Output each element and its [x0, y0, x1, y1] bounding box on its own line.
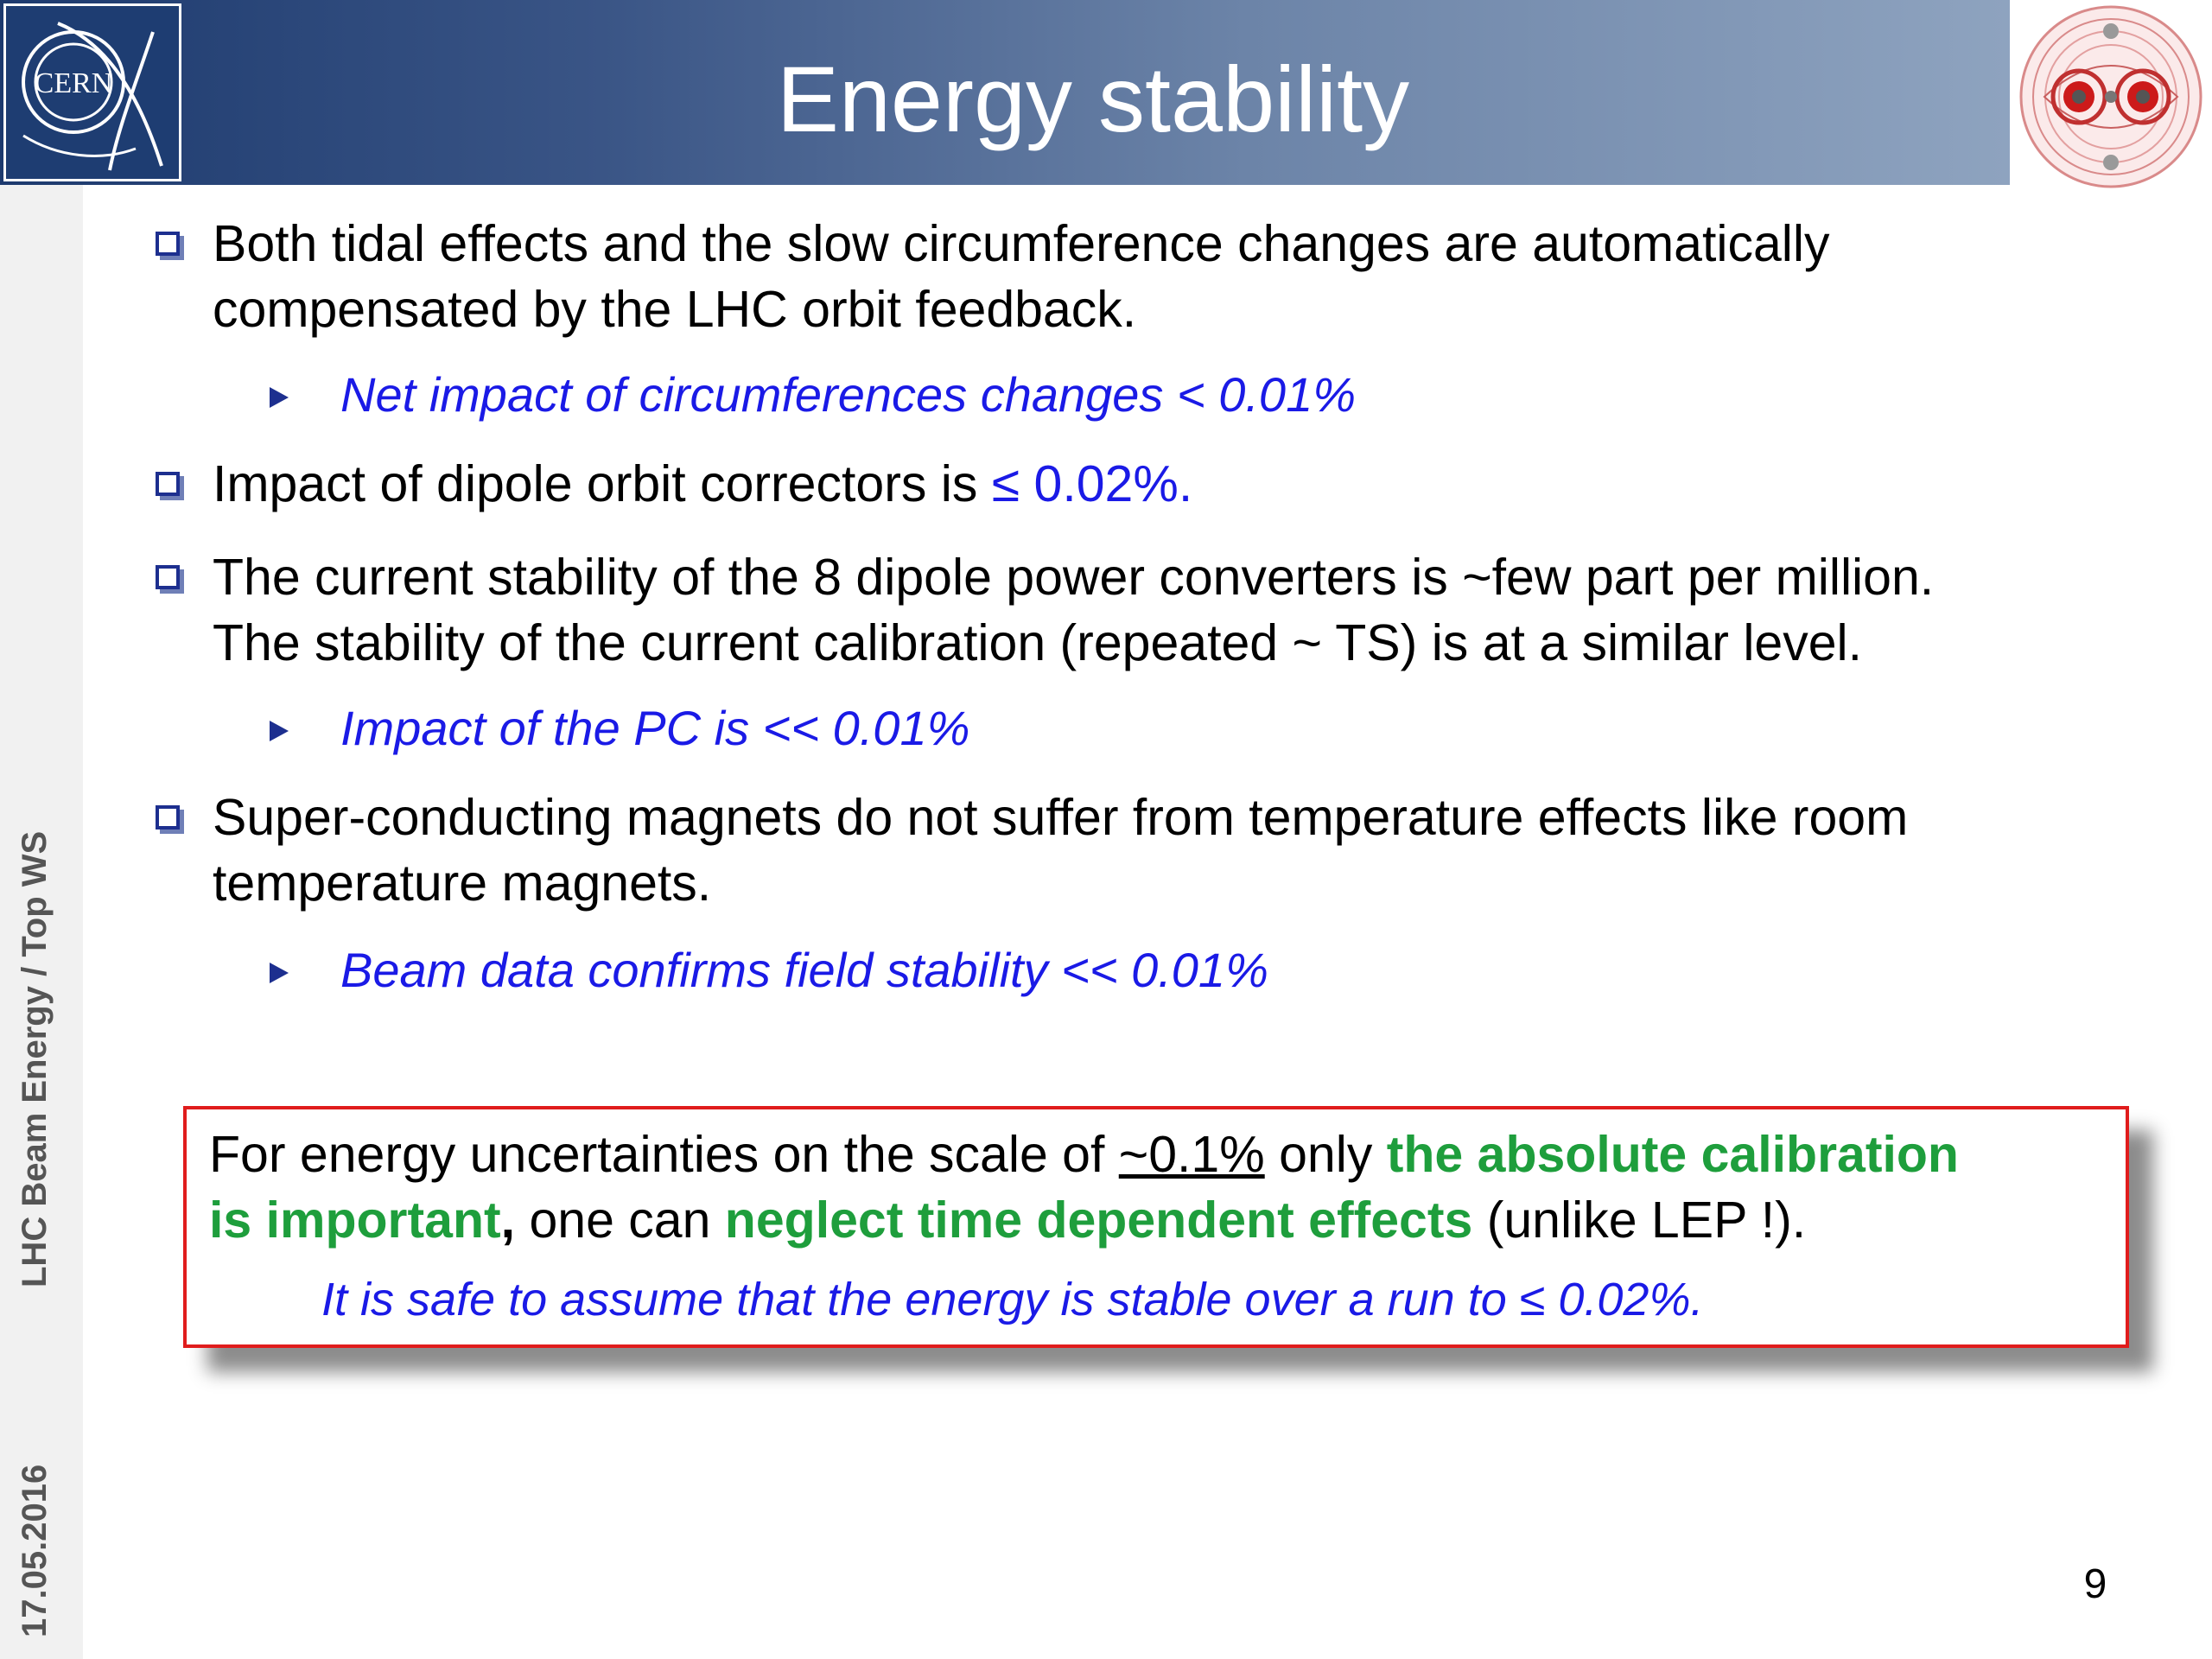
- bullet-item-power-converters: [156, 544, 2108, 676]
- bullet-text: [213, 211, 1830, 342]
- arrow-bullet-icon: [270, 387, 289, 408]
- sub-bullet-circumference: [270, 365, 2084, 425]
- conclusion-comma: ,: [500, 1192, 516, 1249]
- lhc-magnet-logo: [2010, 0, 2212, 199]
- sub-bullet-text: Beam data confirms field stability << 0.01%: [340, 943, 1268, 997]
- cern-logo: [3, 3, 181, 181]
- bullet-item-dipole-correctors: [156, 451, 2108, 517]
- sidebar-topic: LHC Beam Energy / Top WS: [16, 830, 54, 1287]
- bullet-line: Both tidal effects and the slow circumference changes are automatically: [213, 215, 1830, 272]
- lhc-dipole-cross-section-graphic: [2010, 0, 2212, 199]
- sub-bullet-text: Impact of the PC is << 0.01%: [340, 701, 970, 755]
- bullet-text-main: Impact of dipole orbit correctors is: [213, 455, 992, 512]
- square-bullet-icon: [156, 805, 180, 830]
- conclusion-underlined-value: ~0.1%: [1118, 1126, 1265, 1183]
- bullet-line: The current stability of the 8 dipole power converters is ~few part per million.: [213, 549, 1935, 606]
- sidebar-date: 17.05.2016: [16, 1464, 54, 1637]
- conclusion-green-emphasis: neglect time dependent effects: [724, 1192, 1473, 1249]
- sub-bullet-pc-impact: [270, 698, 2084, 759]
- conclusion-text: only: [1264, 1126, 1387, 1183]
- bullet-line: compensated by the LHC orbit feedback.: [213, 281, 1137, 338]
- conclusion-note: It is safe to assume that the energy is stable over a run to ≤ 0.02%.: [321, 1274, 1704, 1325]
- bullet-item-tidal-effects: [156, 211, 2108, 342]
- arrow-bullet-icon: [270, 963, 289, 983]
- square-bullet-icon: [156, 472, 180, 496]
- square-bullet-icon: [156, 565, 180, 589]
- conclusion-line-2: [209, 1187, 1806, 1253]
- bullet-item-superconducting-magnets: [156, 785, 2108, 916]
- bullet-highlight-value: ≤ 0.02%.: [991, 455, 1193, 512]
- slide-header: [0, 0, 2010, 185]
- cern-logo-graphic: [6, 6, 179, 179]
- sub-bullet-text: Net impact of circumferences changes < 0.01%: [340, 367, 1357, 422]
- bullet-text: [213, 785, 1908, 916]
- page-number: 9: [2083, 1561, 2107, 1607]
- slide-title: Energy stability: [776, 47, 1410, 151]
- sub-bullet-field-stability: [270, 940, 2084, 1001]
- conclusion-box: [183, 1106, 2129, 1348]
- arrow-bullet-icon: [270, 721, 289, 741]
- square-bullet-icon: [156, 232, 180, 256]
- bullet-line: Super-conducting magnets do not suffer from temperature effects like room: [213, 789, 1909, 846]
- bullet-text: [213, 451, 1192, 517]
- conclusion-green-emphasis: the absolute calibration: [1386, 1126, 1959, 1183]
- conclusion-text: For energy uncertainties on the scale of: [209, 1126, 1119, 1183]
- cern-logo-text: CERN: [34, 67, 113, 99]
- conclusion-text: one can: [515, 1192, 725, 1249]
- bullet-line: The stability of the current calibration (repeated ~ TS) is at a similar level.: [213, 614, 1863, 671]
- bullet-text: [213, 544, 1934, 676]
- conclusion-line-1: [209, 1122, 1959, 1187]
- conclusion-text: (unlike LEP !).: [1472, 1192, 1807, 1249]
- conclusion-green-emphasis: is important: [209, 1192, 501, 1249]
- bullet-line: temperature magnets.: [213, 855, 712, 912]
